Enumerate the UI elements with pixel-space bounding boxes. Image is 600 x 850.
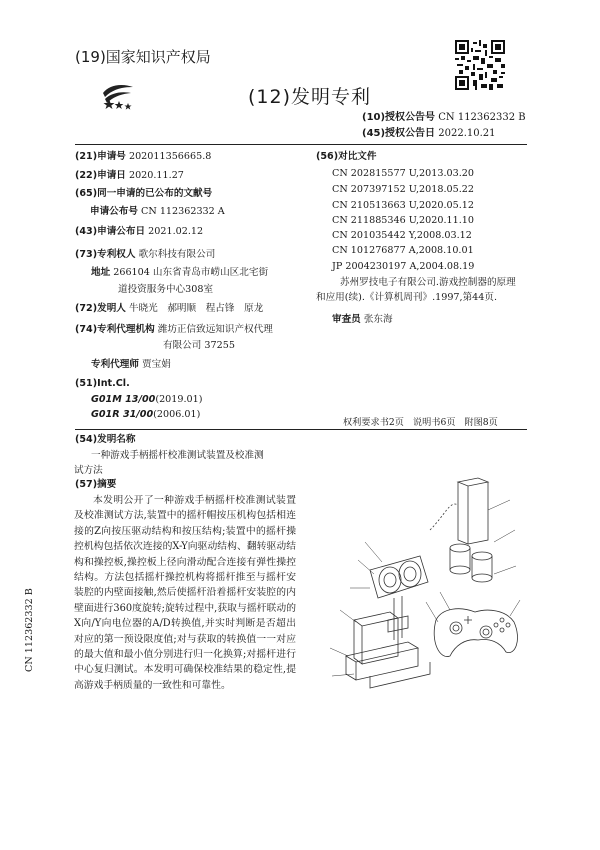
abstract-label: (57)摘要 <box>75 479 117 490</box>
invention-title-1: 一种游戏手柄摇杆校准测试装置及校准测 <box>91 450 264 461</box>
agency-label: (74)专利代理机构 <box>75 324 155 335</box>
holder-line <box>75 247 215 262</box>
pub-number-label: 申请公布号 <box>90 206 138 217</box>
address-2: 道投资服务中心308室 <box>118 284 214 295</box>
grant-number: CN 112362332 B <box>438 112 526 123</box>
page-stats: 权利要求书2页 说明书6页 附图8页 <box>343 417 498 428</box>
device-drawing <box>310 470 530 695</box>
examiner: 张东海 <box>363 314 393 325</box>
pub-date: 2021.02.12 <box>148 226 204 237</box>
document-type: (12)发明专利 <box>248 86 372 108</box>
side-patent-number: CN 112362332 B <box>24 588 35 672</box>
pub-date-line <box>75 224 203 239</box>
app-number: 202011356665.8 <box>128 151 212 162</box>
inventors-label: (72)发明人 <box>75 303 126 314</box>
header-divider <box>75 144 527 145</box>
agency-2: 有限公司 37255 <box>163 340 235 351</box>
grant-date-label: (45)授权公告日 <box>362 128 436 139</box>
citation-item: CN 202815577 U,2013.03.20 <box>332 168 474 179</box>
citation-item: CN 210513663 U,2020.05.12 <box>332 200 474 211</box>
pub-number: CN 112362332 A <box>141 206 225 217</box>
pub-date-label: (43)申请公布日 <box>75 226 146 237</box>
app-date-label: (22)申请日 <box>75 170 126 181</box>
app-number-line <box>75 149 211 164</box>
ipc-code: G01R 31/00 <box>91 409 154 420</box>
inventors: 牛晓光 郝明顺 程占锋 原龙 <box>128 303 264 314</box>
citation-item: CN 207397152 U,2018.05.22 <box>332 184 474 195</box>
prior-publication-label: (65)同一申请的已公布的文献号 <box>75 188 213 199</box>
citation-item: JP 2004230197 A,2004.08.19 <box>332 261 475 272</box>
grant-number-line <box>362 111 526 125</box>
grant-number-label: (10)授权公告号 <box>362 112 436 123</box>
cnipa-logo-icon <box>101 79 135 113</box>
title-label: (54)发明名称 <box>75 434 136 445</box>
address-label: 地址 <box>91 267 111 278</box>
holder-label: (73)专利权人 <box>75 249 136 260</box>
invention-title-2: 试方法 <box>74 465 103 476</box>
app-number-label: (21)申请号 <box>75 151 126 162</box>
ipc-version: (2019.01) <box>155 394 203 405</box>
address-line <box>91 265 268 280</box>
ipc-row <box>91 407 200 422</box>
ipc-code: G01M 13/00 <box>91 394 156 405</box>
agent-line <box>91 357 171 372</box>
address-1: 266104 山东省青岛市崂山区北宅街 <box>113 267 269 278</box>
grant-date: 2022.10.21 <box>438 128 496 139</box>
nonpatent-citation-2: 和应用(续).《计算机周刊》.1997,第44页. <box>316 292 498 303</box>
citation-item: CN 101276877 A,2008.10.01 <box>332 245 474 256</box>
citation-item: CN 201035442 Y,2008.03.12 <box>332 230 472 241</box>
abstract-text: 本发明公开了一种游戏手柄摇杆校准测试装置及校准测试方法,装置中的摇杆帽按压机构包括相连接的Z向按压驱动结构和按压结构;装置中的摇杆操控机构包括依次连接的X-Y向驱动结构、翻转驱动结构和操控板,操控板上径向滑动配合连接有弹性操控结构。方法包括摇杆操控机构将摇杆推至与摇杆安装腔的内壁面接触,然后使摇杆沿着摇杆安装腔的内壁面进行360度旋转;旋转过程中,获取与摇杆联动的X向/Y向电位器的A/D转换值,并实时判断是否超出对应的第一预设限度值;对与获取的转换值一一对应的最大值和最小值分别进行归一化换算;对摇杆进行中心复归测试。本发明可确保校准结果的稳定性,提高游戏手柄质量的一致性和可靠性。 <box>74 495 296 691</box>
citations-label: (56)对比文件 <box>316 151 377 162</box>
agent: 贾宝娟 <box>142 359 171 370</box>
examiner-label: 审查员 <box>332 314 361 325</box>
nonpatent-citation-1: 苏州罗技电子有限公司.游戏控制器的原理 <box>340 277 516 288</box>
agent-label: 专利代理师 <box>91 359 139 370</box>
office-name: (19)国家知识产权局 <box>75 48 211 66</box>
qr-code-icon <box>455 40 505 90</box>
section-divider <box>75 429 527 430</box>
citation-item: CN 211885346 U,2020.11.10 <box>332 215 474 226</box>
inventors-line <box>75 301 263 316</box>
ipc-label: (51)Int.Cl. <box>75 378 130 389</box>
ipc-version: (2006.01) <box>153 409 201 420</box>
app-date-line <box>75 168 184 183</box>
examiner-line <box>332 312 393 327</box>
ipc-row <box>91 392 203 407</box>
holder: 歌尔科技有限公司 <box>138 249 216 260</box>
pub-number-line <box>90 204 225 219</box>
grant-date-line <box>362 127 496 141</box>
app-date: 2020.11.27 <box>128 170 184 181</box>
agency-1: 潍坊正信致远知识产权代理 <box>157 324 273 335</box>
agency-line <box>75 322 273 337</box>
